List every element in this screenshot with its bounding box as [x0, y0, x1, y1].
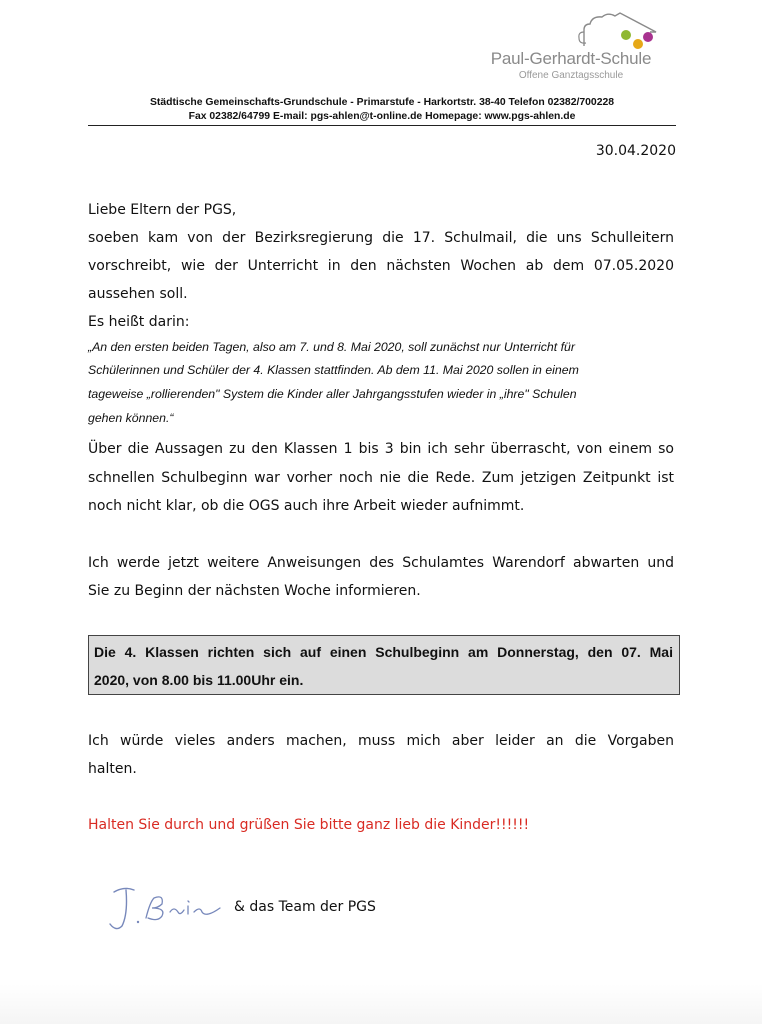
handwritten-signature: [104, 884, 228, 936]
quote-intro: Es heißt darin:: [88, 314, 190, 330]
intro-line-2: vorschreibt, wie der Unterricht in den nächsten Wochen ab dem 07.05.2020: [88, 258, 674, 274]
page-bottom-shadow: [0, 984, 762, 1024]
signature-team: & das Team der PGS: [234, 899, 376, 915]
paragraph4-line-2: halten.: [88, 761, 137, 777]
intro-line-1: soeben kam von der Bezirksregierung die 17. Schulmail, die uns Schulleitern: [88, 230, 674, 246]
letterhead-address: Städtische Gemeinschafts-Grundschule - Primarstufe - Harkortstr. 38-40 Telefon 02382/700228: [149, 97, 615, 108]
letterhead-divider: [88, 125, 676, 126]
school-logo: [480, 10, 680, 90]
letter-date: 30.04.2020: [595, 143, 676, 159]
highlight-line-2: 2020, von 8.00 bis 11.00Uhr ein.: [94, 672, 304, 688]
logo-house-graphic: [480, 10, 680, 52]
letterhead-contact: Fax 02382/64799 E-mail: pgs-ahlen@t-online.de Homepage: www.pgs-ahlen.de: [188, 111, 576, 122]
highlight-box: [88, 635, 680, 695]
quote-line-3: tageweise „rollierenden" System die Kinder aller Jahrgangsstufen wieder in „ihre" Schulen: [88, 387, 577, 401]
paragraph4-line-1: Ich würde vieles anders machen, muss mich aber leider an die Vorgaben: [88, 733, 674, 749]
logo-school-name: Paul-Gerhardt-Schule: [490, 49, 652, 68]
quote-line-2: Schülerinnen und Schüler der 4. Klassen stattfinden. Ab dem 11. Mai 2020 sollen in einem: [88, 363, 579, 377]
paragraph3-line-1: Ich werde jetzt weitere Anweisungen des Schulamtes Warendorf abwarten und: [88, 555, 674, 571]
highlight-line-1: Die 4. Klassen richten sich auf einen Schulbeginn am Donnerstag, den 07. Mai: [94, 644, 673, 660]
quote-line-1: „An den ersten beiden Tagen, also am 7. und 8. Mai 2020, soll zunächst nur Unterricht für: [88, 340, 575, 354]
logo-subtitle: Offene Ganztagsschule: [518, 70, 624, 81]
paragraph2-line-3: noch nicht klar, ob die OGS auch ihre Arbeit wieder aufnimmt.: [88, 498, 525, 514]
paragraph3-line-2: Sie zu Beginn der nächsten Woche informieren.: [88, 583, 421, 599]
paragraph2-line-2: schnellen Schulbeginn war vorher noch nie die Rede. Zum jetzigen Zeitpunkt ist: [88, 470, 674, 486]
intro-line-3: aussehen soll.: [88, 286, 188, 302]
quote-line-4: gehen können.“: [88, 411, 174, 425]
greeting: Liebe Eltern der PGS,: [88, 202, 237, 218]
paragraph2-line-1: Über die Aussagen zu den Klassen 1 bis 3 bin ich sehr überrascht, von einem so: [88, 441, 674, 457]
closing-red: Halten Sie durch und grüßen Sie bitte ganz lieb die Kinder!!!!!!: [88, 817, 530, 833]
